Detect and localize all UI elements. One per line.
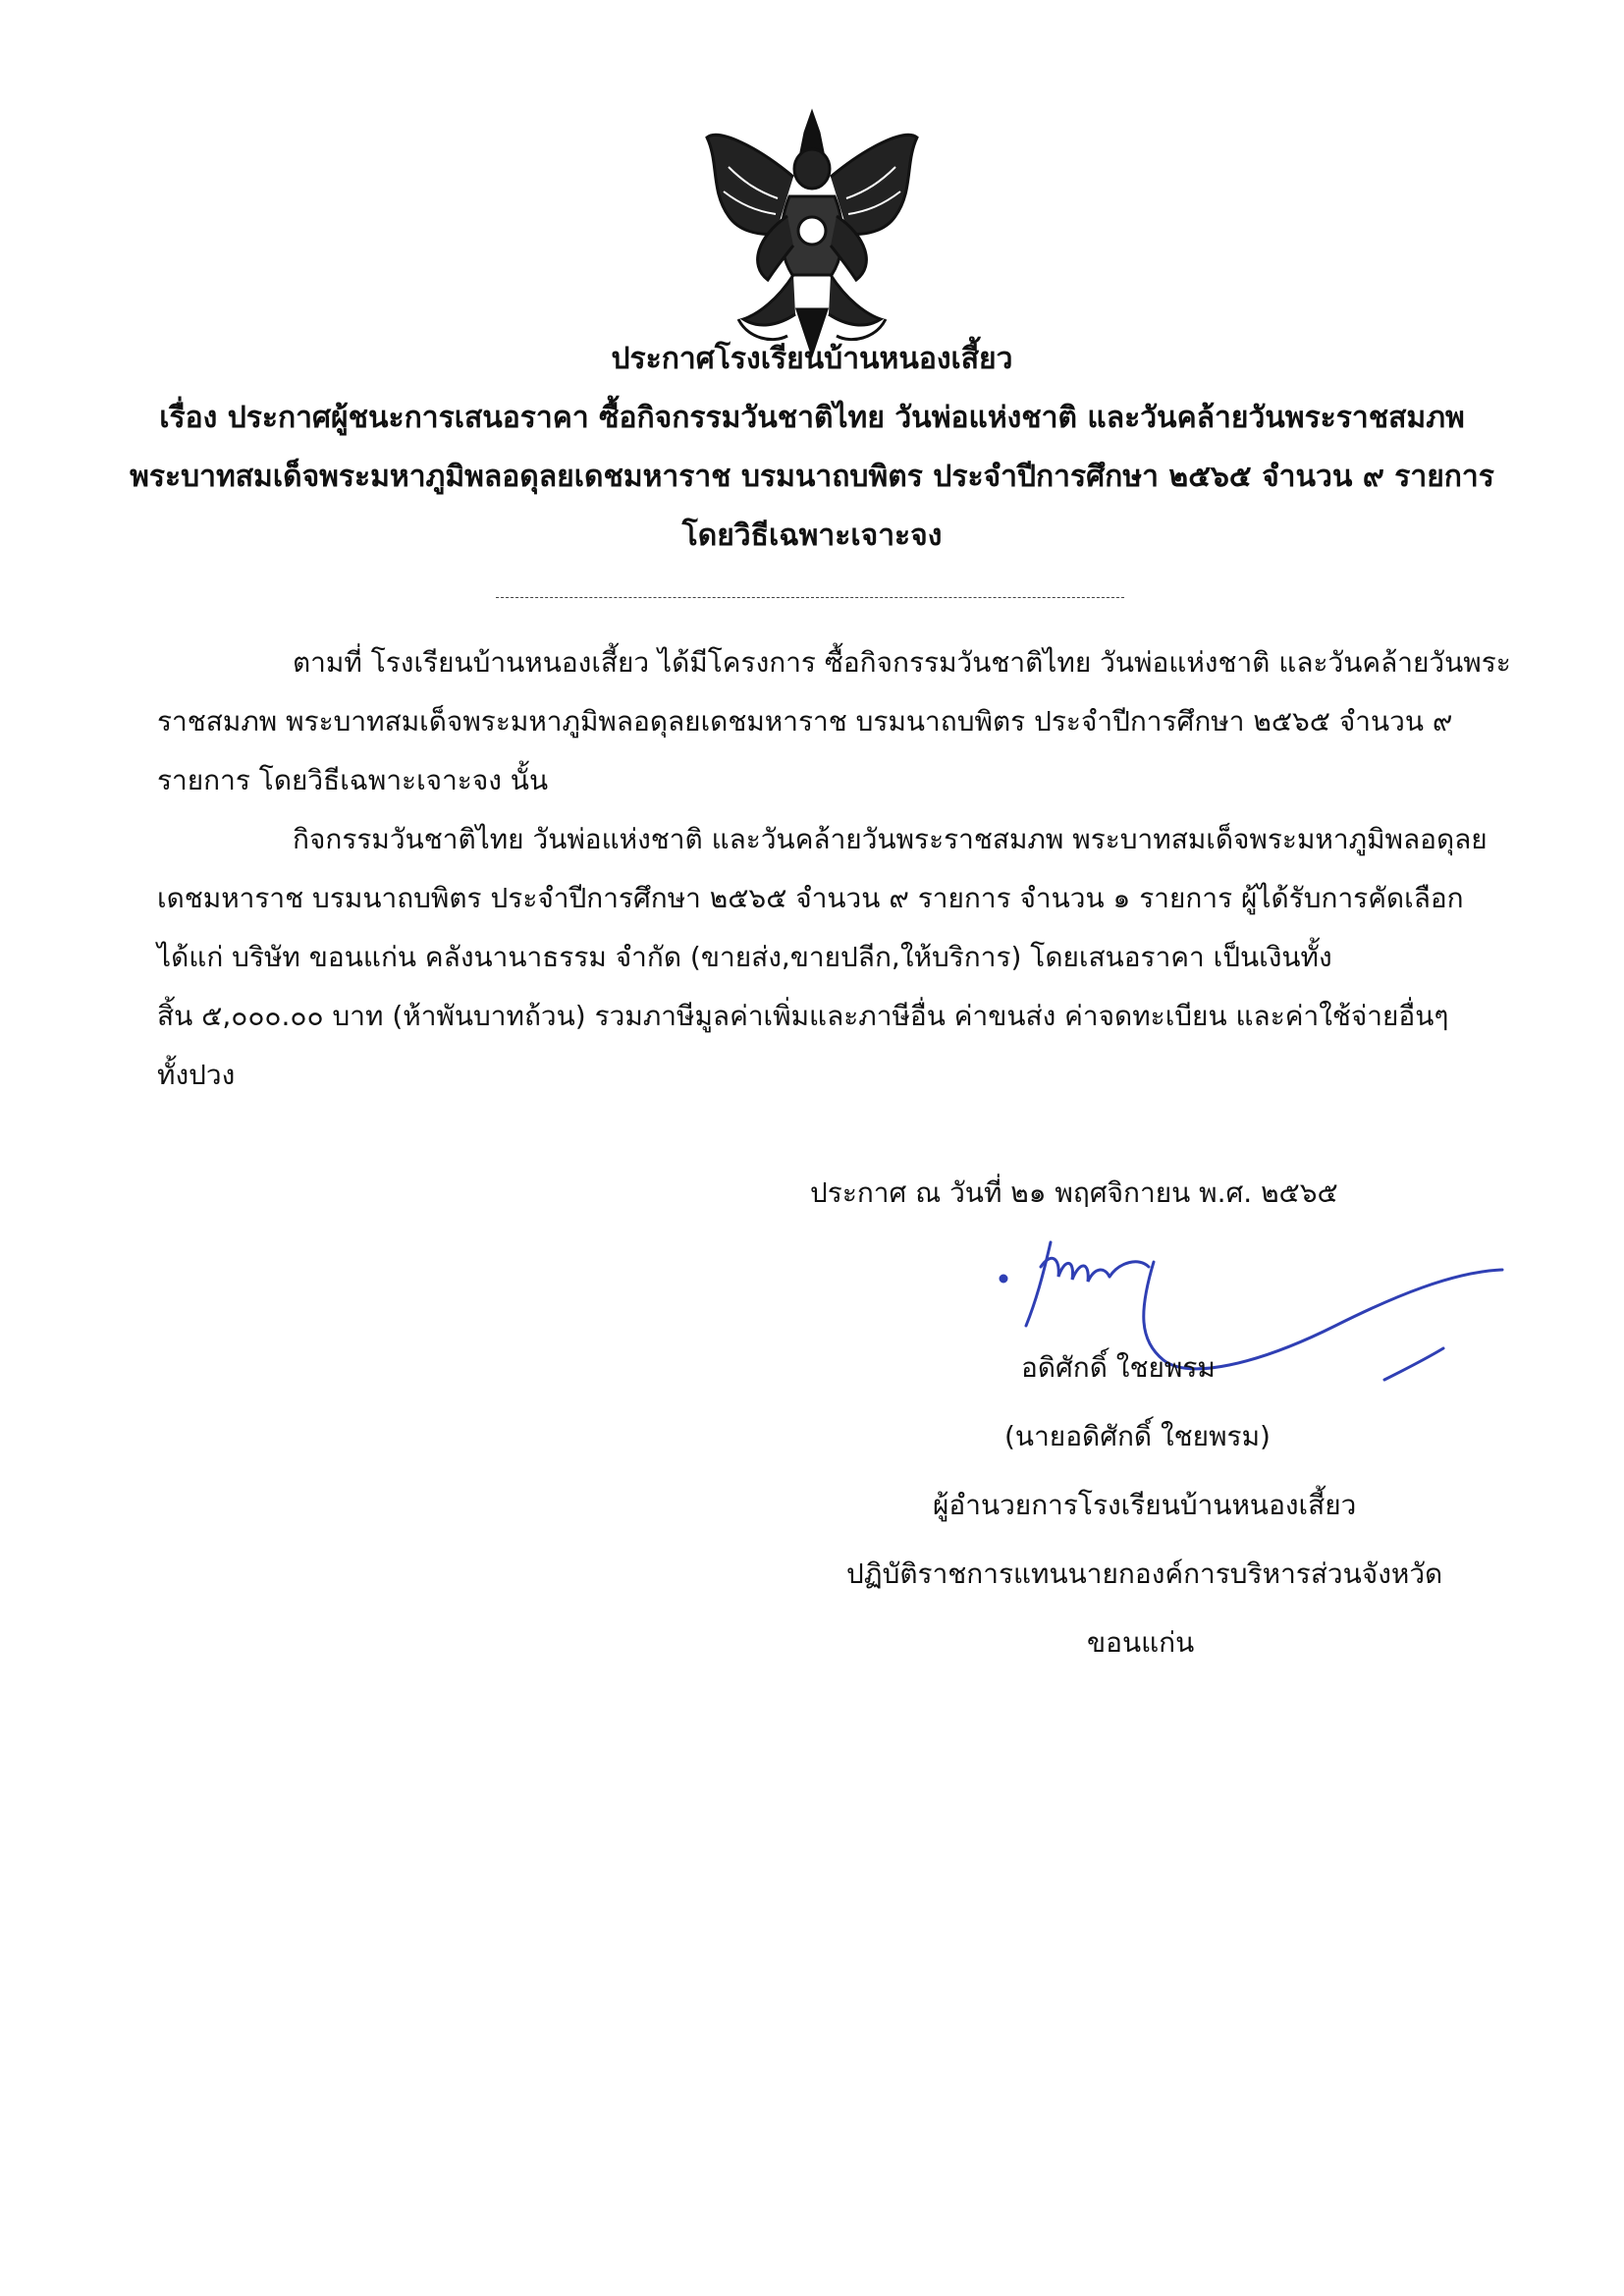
paragraph-2-line-1: กิจกรรมวันชาติไทย วันพ่อแห่งชาติ และวันคล้ายวันพระราชสมภพ พระบาทสมเด็จพระมหาภูมิพลอดุลย [293, 823, 1488, 855]
paragraph-2-line-4: สิ้น ๕,๐๐๐.๐๐ บาท (ห้าพันบาทถ้วน) รวมภาษีมูลค่าเพิ่มและภาษีอื่น ค่าขนส่ง ค่าจดทะเบียน และค่าใช้จ่ายอื่นๆ [157, 1000, 1449, 1032]
divider [496, 597, 1124, 598]
signer-full-name: (นายอดิศักดิ์ ใชยพรม) [1004, 1420, 1271, 1452]
paragraph-2-line-3: ได้แก่ บริษัท ขอนแก่น คลังนานาธรรม จำกัด (ขายส่ง,ขายปลีก,ให้บริการ) โดยเสนอราคา เป็นเงินทั้ง [157, 941, 1332, 973]
paragraph-1-line-1: ตามที่ โรงเรียนบ้านหนองเสี้ยว ได้มีโครงการ ซื้อกิจกรรมวันชาติไทย วันพ่อแห่งชาติ และวันคล้ายวันพระ [293, 646, 1511, 679]
subject-line-3: โดยวิธีเฉพาะเจาะจง [681, 519, 943, 553]
subject-line-2: พระบาทสมเด็จพระมหาภูมิพลอดุลยเดชมหาราช บรมนาถบพิตร ประจำปีการศึกษา ๒๕๖๕ จำนวน ๙ รายการ [130, 460, 1494, 494]
subject-line-1: เรื่อง ประกาศผู้ชนะการเสนอราคา ซื้อกิจกรรมวันชาติไทย วันพ่อแห่งชาติ และวันคล้ายวันพระราชสมภพ [159, 401, 1465, 435]
signer-position-1: ผู้อำนวยการโรงเรียนบ้านหนองเสี้ยว [933, 1489, 1357, 1521]
signer-position-3: ขอนแก่น [1087, 1626, 1195, 1659]
announcement-title: ประกาศโรงเรียนบ้านหนองเสี้ยว [611, 342, 1013, 376]
announce-date: ประกาศ ณ วันที่ ๒๑ พฤศจิกายน พ.ศ. ๒๕๖๕ [810, 1176, 1338, 1209]
paragraph-2-line-2: เดชมหาราช บรมนาถบพิตร ประจำปีการศึกษา ๒๕๖๕ จำนวน ๙ รายการ จำนวน ๑ รายการ ผู้ได้รับการคัดเลือก [157, 882, 1464, 914]
paragraph-2-line-5: ทั้งปวง [157, 1059, 236, 1091]
paragraph-1-line-2: ราชสมภพ พระบาทสมเด็จพระมหาภูมิพลอดุลยเดชมหาราช บรมนาถบพิตร ประจำปีการศึกษา ๒๕๖๕ จำนวน ๙ [157, 705, 1453, 738]
paragraph-1-line-3: รายการ โดยวิธีเฉพาะเจาะจง นั้น [157, 764, 549, 796]
garuda-emblem-icon [699, 108, 925, 358]
signer-name: อดิศักดิ์ ใชยพรม [1021, 1351, 1216, 1384]
signer-position-2: ปฏิบัติราชการแทนนายกองค์การบริหารส่วนจังหวัด [846, 1558, 1443, 1590]
